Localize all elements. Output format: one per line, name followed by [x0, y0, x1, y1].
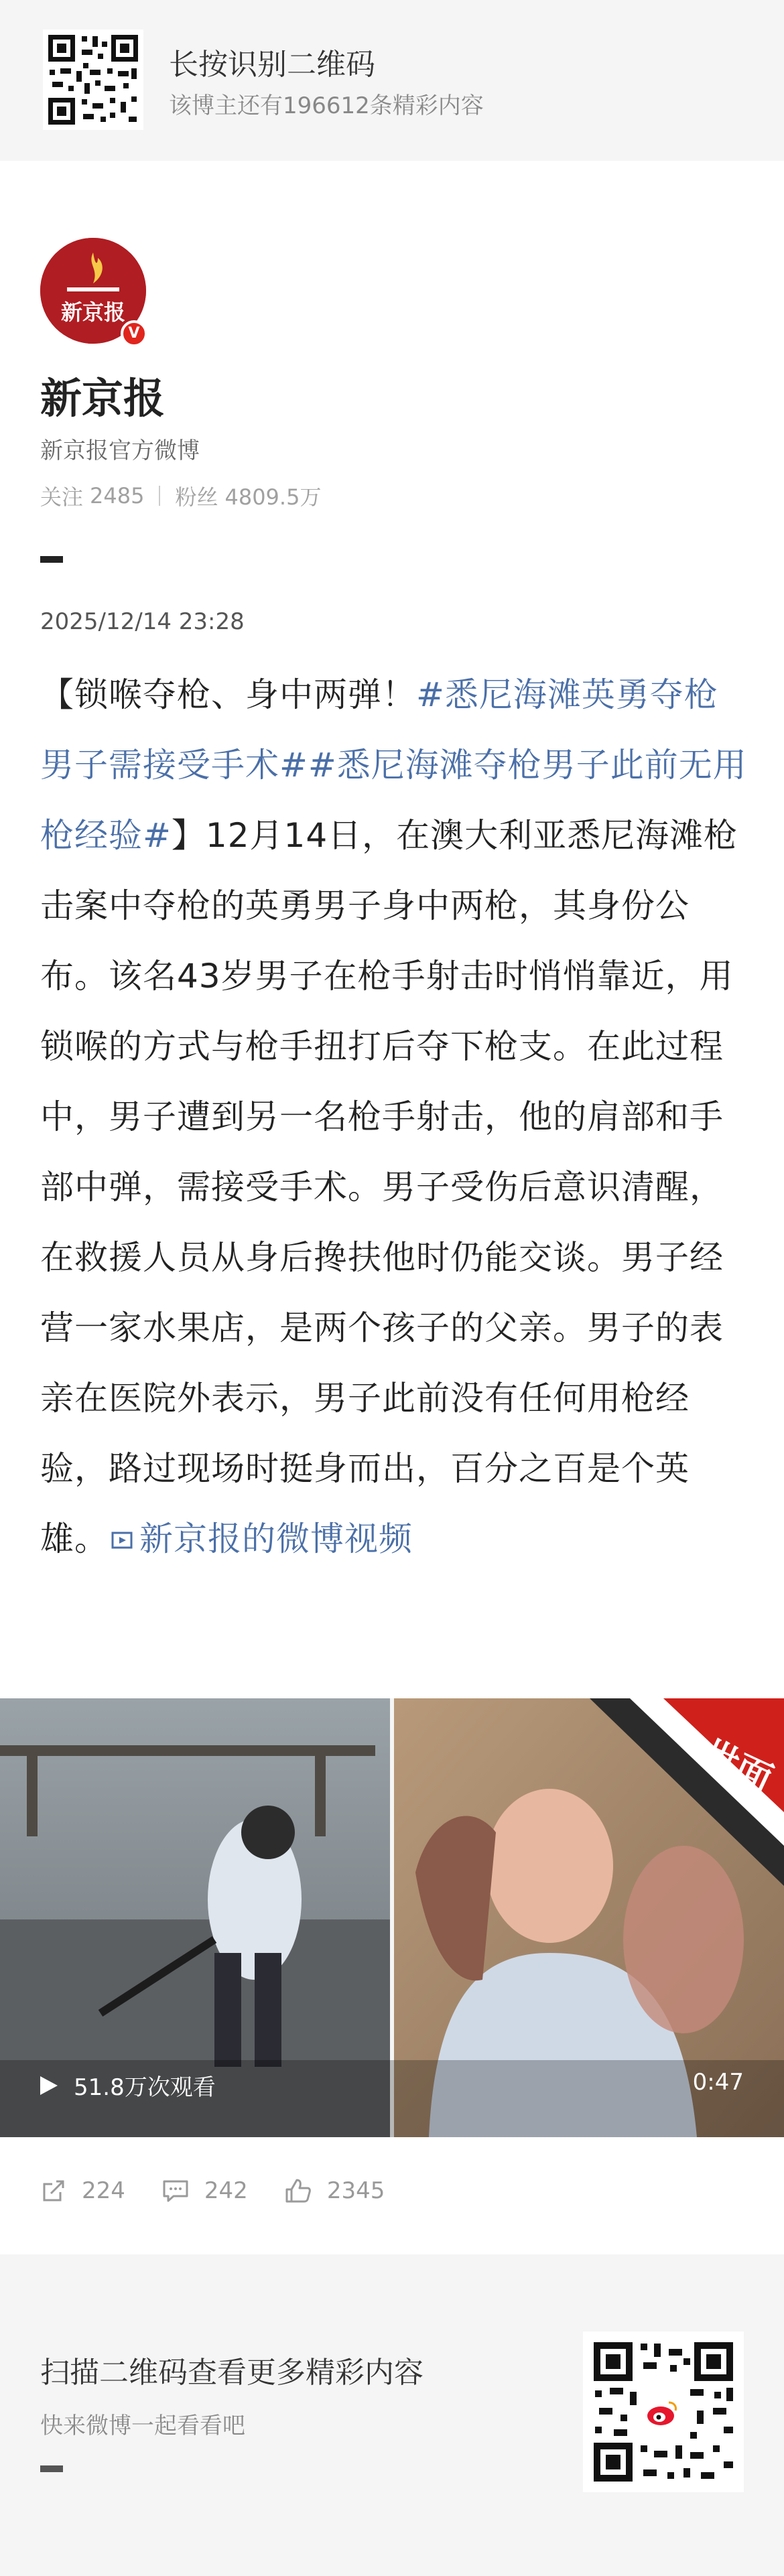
hashtag-link[interactable]: #悉尼海滩英勇夺枪男子需接受手术# [40, 675, 718, 785]
post-lead: 【锁喉夺枪、身中两弹！ [40, 675, 416, 714]
video-duration: 0:47 [692, 2069, 744, 2096]
repost-icon [40, 2177, 67, 2204]
comment-button[interactable] [161, 2177, 248, 2204]
video-watermark-text: 世面 [695, 1731, 779, 1801]
hashtag-link[interactable]: #悉尼海滩夺枪男子此前无用枪经验# [40, 746, 747, 855]
qr-code-icon[interactable] [43, 29, 143, 130]
following-count: 2485 [90, 483, 145, 509]
comment-icon [161, 2177, 190, 2204]
action-bar [40, 2177, 421, 2204]
repost-button[interactable] [40, 2177, 125, 2204]
play-count-row [39, 2069, 216, 2102]
banner-title: 长按识别二维码 [169, 48, 375, 82]
profile-name[interactable]: 新京报 [40, 374, 166, 423]
play-count: 51.8万次观看 [74, 2074, 216, 2101]
thumbs-up-icon [284, 2177, 312, 2204]
weibo-qr-code-icon[interactable] [583, 2331, 744, 2492]
post-text: 】12月14日，在澳大利亚悉尼海滩枪击案中夺枪的英勇男子身中两枪，其身份公布。该名43岁男子在枪手射击时悄悄靠近，用锁喉的方式与枪手扭打后夺下枪支。在此过程中，男子遭到另一名枪手射击，他的肩部和手部中弹，需接受手术。男子受伤后意识清醒，在救援人员从身后搀扶他时仍能交谈。男子经营一家水果店，是两个孩子的父亲。男子的表亲在医院外表示，男子此前没有任何用枪经验，路过现场时挺身而出，百分之百是个英雄。 [40, 816, 738, 1558]
verified-badge-icon: V [121, 320, 147, 347]
repost-count: 224 [82, 2177, 125, 2204]
play-icon[interactable] [39, 2075, 59, 2096]
like-button[interactable] [284, 2177, 385, 2204]
top-qr-banner [0, 0, 784, 161]
comment-count: 242 [204, 2177, 248, 2204]
video-link-label: 新京报的微博视频 [139, 1519, 413, 1558]
followers-count: 4809.5万 [224, 484, 322, 510]
following-label: 关注 [40, 484, 84, 510]
bottom-banner-title: 扫描二维码查看更多精彩内容 [40, 2356, 423, 2390]
followers-label: 粉丝 [175, 484, 218, 510]
profile-stats [40, 480, 321, 511]
profile-description: 新京报官方微博 [40, 437, 200, 464]
post-date: 2025/12/14 23:28 [40, 608, 245, 635]
stats-divider [159, 486, 160, 506]
section-marker [40, 556, 63, 563]
video-link[interactable] [109, 1519, 413, 1558]
post-body [40, 660, 750, 1574]
video-link-icon [109, 1529, 135, 1553]
bottom-banner-subtitle: 快来微博一起看看吧 [40, 2413, 245, 2439]
banner-subtitle: 该博主还有196612条精彩内容 [169, 92, 484, 119]
avatar-logo-text: 新京报 [60, 299, 126, 325]
bottom-section-marker [40, 2465, 63, 2472]
like-count: 2345 [326, 2177, 385, 2204]
